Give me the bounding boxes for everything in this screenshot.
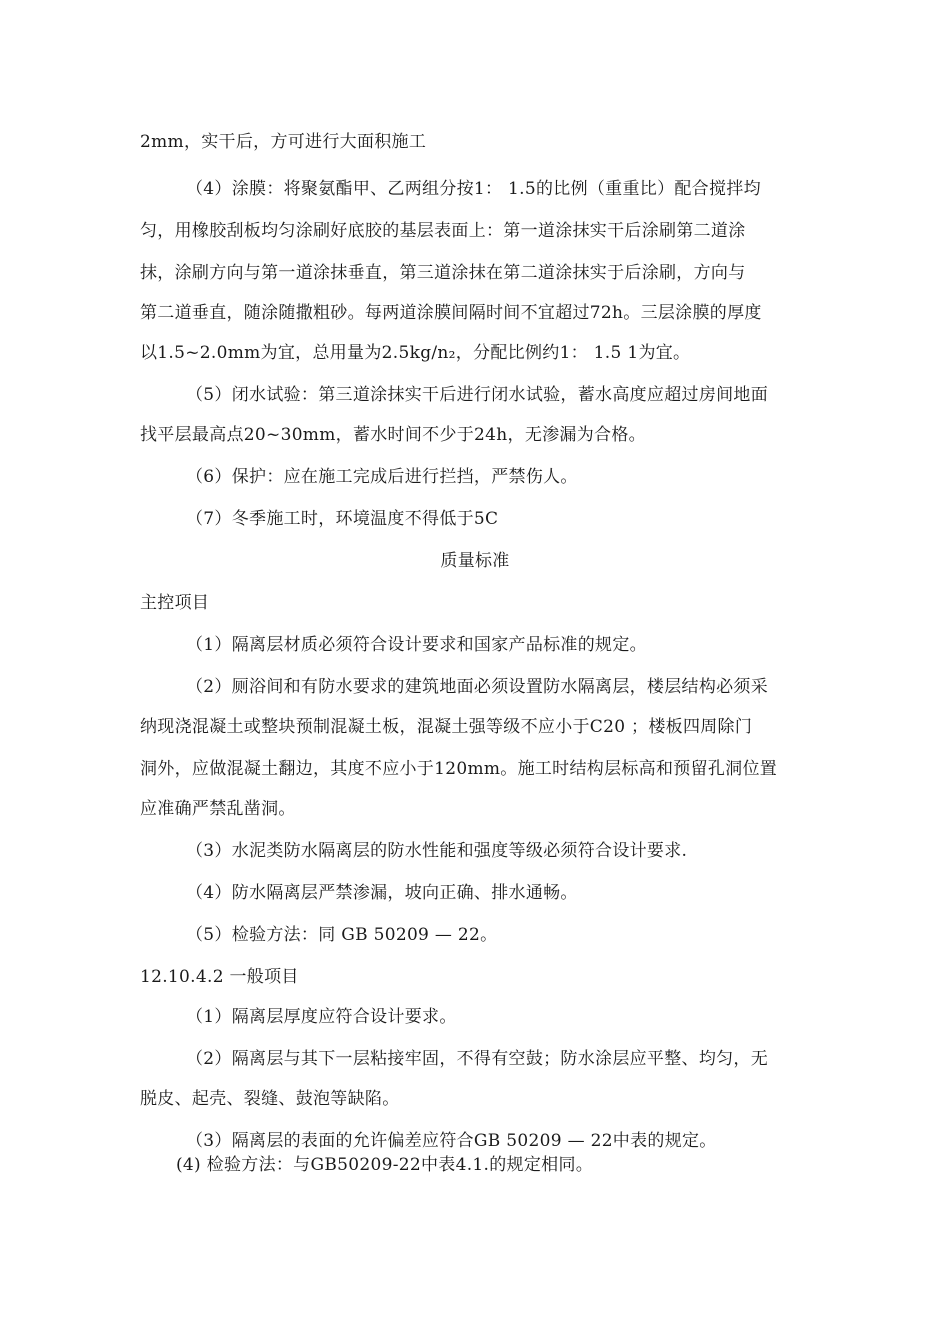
subsection-heading: 主控项目 bbox=[140, 593, 210, 613]
text-line: （4）涂膜：将聚氨酯甲、乙两组分按1： 1.5的比例（重重比）配合搅拌均 bbox=[186, 179, 761, 199]
text-line: （4）防水隔离层严禁渗漏，坡向正确、排水通畅。 bbox=[186, 883, 578, 903]
text-line: 匀，用橡胶刮板均匀涂刷好底胶的基层表面上：第一道涂抹实干后涂刷第二道涂 bbox=[140, 221, 746, 241]
text-line: 抹，涂刷方向与第一道涂抹垂直，第三道涂抹在第二道涂抹实于后涂刷，方向与 bbox=[140, 263, 746, 283]
text-line: 应准确严禁乱凿洞。 bbox=[140, 799, 296, 819]
text-line: （7）冬季施工时，环境温度不得低于5C bbox=[186, 509, 499, 529]
text-line: 第二道垂直，随涂随撒粗砂。每两道涂膜间隔时间不宜超过72h。三层涂膜的厚度 bbox=[140, 303, 762, 323]
text-line: 洞外，应做混凝土翻边，其度不应小于120mm。施工时结构层标高和预留孔洞位置 bbox=[140, 759, 778, 779]
text-line: (4) 检验方法：与GB50209-22中表4.1.的规定相同。 bbox=[176, 1155, 594, 1175]
text-line: （1）隔离层厚度应符合设计要求。 bbox=[186, 1007, 457, 1027]
text-line: 脱皮、起壳、裂缝、鼓泡等缺陷。 bbox=[140, 1089, 400, 1109]
text-line: （3）水泥类防水隔离层的防水性能和强度等级必须符合设计要求. bbox=[186, 841, 688, 861]
text-line: （3）隔离层的表面的允许偏差应符合GB 50209 — 22中表的规定。 bbox=[186, 1131, 717, 1151]
text-line: （1）隔离层材质必须符合设计要求和国家产品标准的规定。 bbox=[186, 635, 647, 655]
text-line: （2）隔离层与其下一层粘接牢固，不得有空鼓；防水涂层应平整、均匀，无 bbox=[186, 1049, 769, 1069]
text-line: （6）保护：应在施工完成后进行拦挡，严禁伤人。 bbox=[186, 467, 578, 487]
text-line: （5）检验方法：同 GB 50209 — 22。 bbox=[186, 925, 498, 945]
subsection-heading: 12.10.4.2 一般项目 bbox=[140, 967, 299, 987]
text-line: 以1.5~2.0mm为宜，总用量为2.5kg/n₂，分配比例约1： 1.5 1为宜。 bbox=[140, 343, 691, 363]
section-heading: 质量标准 bbox=[440, 551, 510, 571]
text-line: （5）闭水试验：第三道涂抹实干后进行闭水试验，蓄水高度应超过房间地面 bbox=[186, 385, 769, 405]
text-line: 找平层最高点20~30mm，蓄水时间不少于24h，无渗漏为合格。 bbox=[140, 425, 646, 445]
text-line: 纳现浇混凝土或整块预制混凝土板，混凝土强等级不应小于C20 ；楼板四周除门 bbox=[140, 717, 753, 737]
text-line: （2）厕浴间和有防水要求的建筑地面必须设置防水隔离层，楼层结构必须采 bbox=[186, 677, 769, 697]
text-line: 2mm，实干后，方可进行大面积施工 bbox=[140, 132, 427, 152]
